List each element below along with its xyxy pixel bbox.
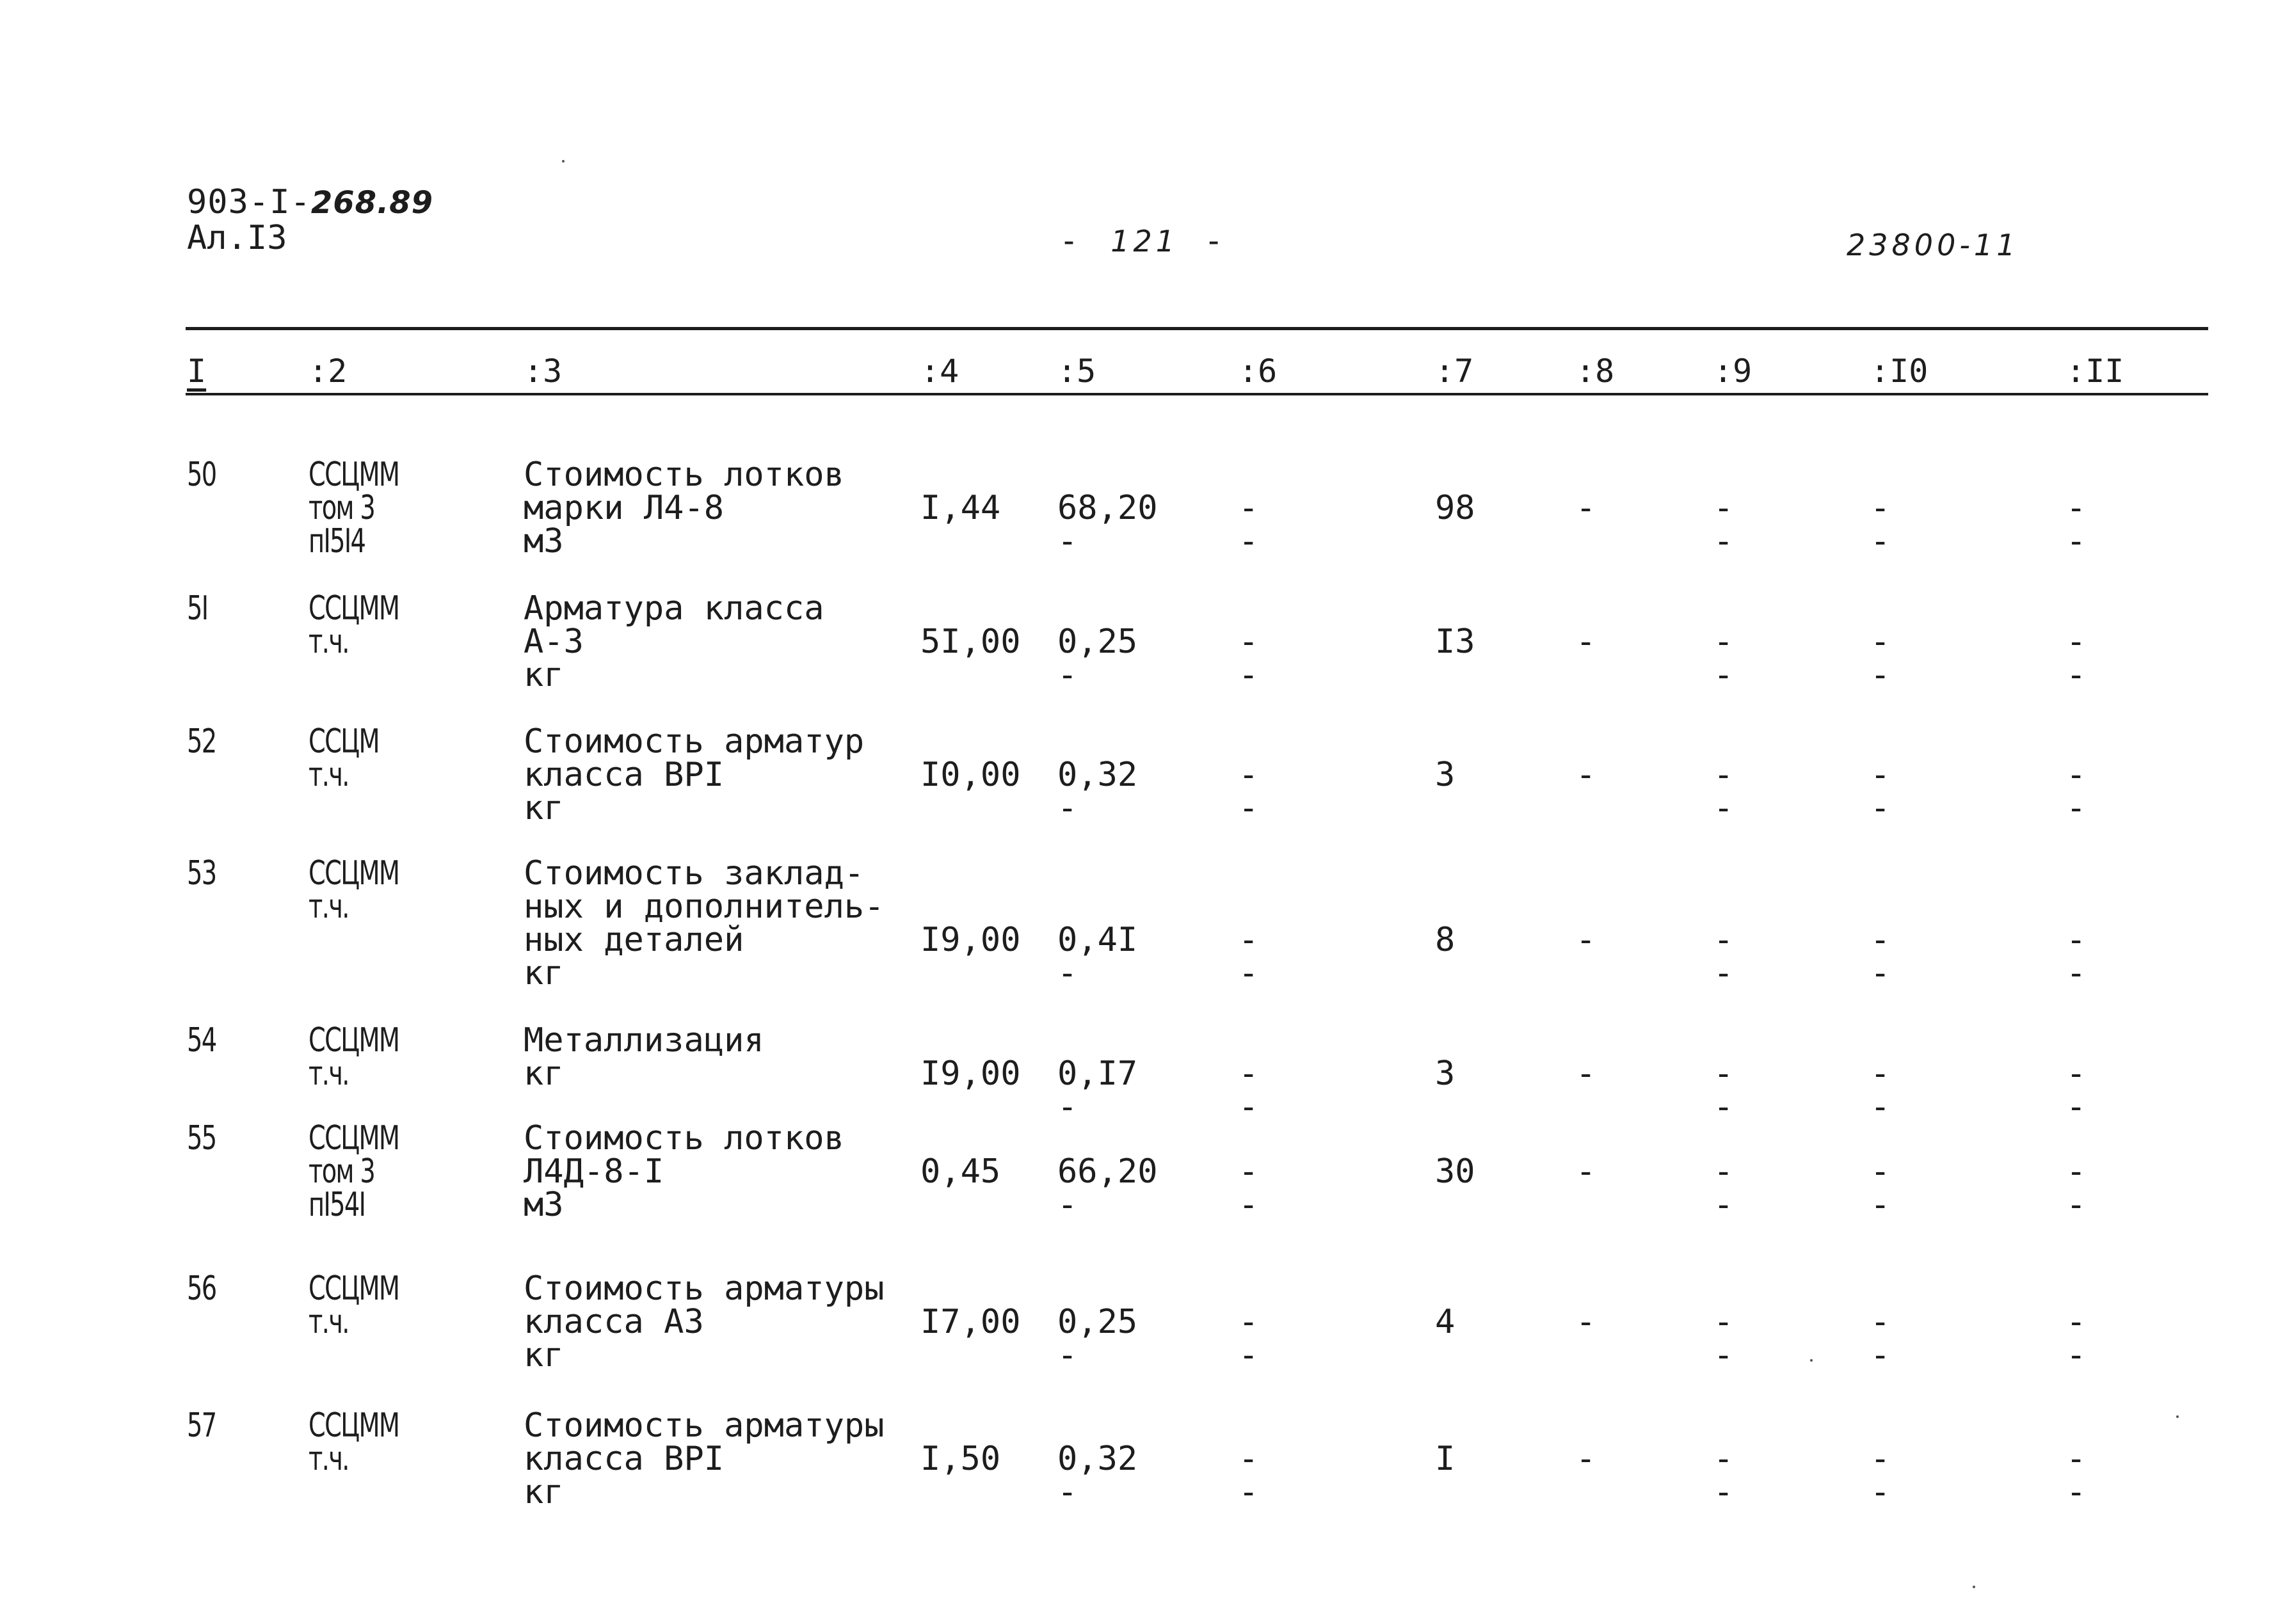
column-11-value xyxy=(2066,1152,2087,1224)
unit-price xyxy=(1057,1305,1137,1372)
column-10-value-line: - xyxy=(1870,1440,1891,1478)
unit-price xyxy=(1057,489,1158,561)
column-10-value-line: - xyxy=(1870,489,1891,527)
column-6-value xyxy=(1239,1057,1258,1124)
column-8-value: - xyxy=(1576,1303,1596,1341)
column-number: :7 xyxy=(1435,353,1474,390)
document-number: 23800-11 xyxy=(1847,228,2019,262)
column-11-value-line: - xyxy=(2066,1440,2087,1478)
column-8-value: - xyxy=(1576,921,1596,959)
column-number: :9 xyxy=(1713,353,1752,390)
column-11-value-line: - xyxy=(2066,1303,2087,1341)
column-6-value-line: - xyxy=(1239,954,1259,992)
row-number: 57 xyxy=(187,1406,216,1445)
column-7-value: I3 xyxy=(1435,623,1475,661)
column-9-value xyxy=(1713,489,1734,561)
column-9-value xyxy=(1713,1057,1733,1124)
column-10-value-line: - xyxy=(1870,1152,1891,1191)
column-6-value-line: - xyxy=(1239,1152,1259,1191)
item-name-line: кг xyxy=(524,954,564,992)
column-9-value-line: - xyxy=(1713,1440,1734,1478)
column-number: :II xyxy=(2066,353,2124,390)
row-number: 50 xyxy=(187,456,216,494)
quantity: I9,00 xyxy=(920,921,1021,959)
item-name-line: класса А3 xyxy=(524,1303,704,1341)
item-name xyxy=(524,722,865,827)
column-8-value: - xyxy=(1576,489,1596,527)
unit-price-line: - xyxy=(1057,1473,1078,1511)
column-6-value-line: - xyxy=(1239,756,1259,794)
column-6-value-line: - xyxy=(1239,921,1259,959)
item-name-line: марки Л4-8 xyxy=(524,489,725,527)
item-name-line: ных деталей xyxy=(524,921,744,959)
source-reference-line: т.ч. xyxy=(309,1055,349,1093)
column-6-value-line: - xyxy=(1239,1473,1259,1511)
unit-price xyxy=(1057,625,1137,692)
column-11-value-line: - xyxy=(2066,489,2087,527)
column-9-value-line: - xyxy=(1713,489,1734,527)
unit-price-line: - xyxy=(1057,1088,1078,1126)
document-code xyxy=(187,184,433,221)
source-reference-line: ССЦММ xyxy=(309,589,399,628)
row-number: 55 xyxy=(187,1119,216,1158)
column-11-value xyxy=(2066,923,2086,990)
column-9-value-line: - xyxy=(1713,756,1734,794)
column-10-value xyxy=(1870,625,1890,692)
item-name xyxy=(524,1021,764,1093)
quantity: I,44 xyxy=(920,489,1001,527)
column-6-value-line: - xyxy=(1239,1186,1259,1224)
column-11-value-line: - xyxy=(2066,1055,2087,1093)
unit-price-line: - xyxy=(1057,522,1078,561)
unit-price xyxy=(1057,923,1137,990)
column-6-value-line: - xyxy=(1239,489,1259,527)
column-11-value xyxy=(2066,1442,2086,1509)
column-6-value-line: - xyxy=(1239,1055,1259,1093)
source-reference-line: т.ч. xyxy=(309,1303,349,1341)
column-6-value-line: - xyxy=(1239,789,1259,827)
item-name-line: кг xyxy=(524,789,564,827)
header-top-rule xyxy=(186,327,2208,330)
unit-price-line: 68,20 xyxy=(1057,489,1158,527)
source-reference xyxy=(309,1272,399,1339)
column-10-value-line: - xyxy=(1870,1055,1891,1093)
item-name xyxy=(524,1406,885,1511)
column-9-value-line: - xyxy=(1713,954,1734,992)
item-name-line: Арматура класса xyxy=(524,589,824,628)
source-reference-line: пI54I xyxy=(309,1186,365,1224)
column-6-value xyxy=(1239,923,1258,990)
unit-price-line: 66,20 xyxy=(1057,1152,1158,1191)
column-9-value xyxy=(1713,923,1733,990)
column-9-value-line: - xyxy=(1713,1186,1734,1224)
row-number: 54 xyxy=(187,1021,216,1060)
column-6-value-line: - xyxy=(1239,656,1259,694)
column-number: :5 xyxy=(1057,353,1096,390)
column-6-value-line: - xyxy=(1239,623,1259,661)
column-8-value: - xyxy=(1576,1055,1596,1093)
column-10-value-line: - xyxy=(1870,522,1891,561)
column-10-value-line: - xyxy=(1870,921,1891,959)
source-reference xyxy=(309,456,399,561)
column-number: :4 xyxy=(920,353,959,390)
item-name-line: кг xyxy=(524,1336,564,1374)
column-9-value-line: - xyxy=(1713,921,1734,959)
column-10-value xyxy=(1870,1152,1891,1224)
unit-price-line: 0,4I xyxy=(1057,921,1138,959)
column-11-value-line: - xyxy=(2066,954,2087,992)
column-11-value-line: - xyxy=(2066,1088,2087,1126)
column-6-value xyxy=(1239,758,1258,825)
unit-price xyxy=(1057,1057,1137,1124)
column-9-value xyxy=(1713,1152,1734,1224)
source-reference-line: т.ч. xyxy=(309,888,349,926)
unit-price-line: - xyxy=(1057,954,1078,992)
unit-price-line: 0,25 xyxy=(1057,1303,1138,1341)
column-10-value xyxy=(1870,1057,1890,1124)
column-10-value-line: - xyxy=(1870,623,1891,661)
column-9-value-line: - xyxy=(1713,1055,1734,1093)
column-8-value: - xyxy=(1576,623,1596,661)
item-name xyxy=(524,1272,885,1372)
document-code-prefix: 903-I- xyxy=(187,183,311,221)
column-10-value-line: - xyxy=(1870,1303,1891,1341)
item-name-line: Стоимость арматуры xyxy=(524,1406,885,1445)
column-8-value: - xyxy=(1576,1152,1596,1191)
unit-price xyxy=(1057,1442,1137,1509)
item-name-line: Стоимость лотков xyxy=(524,1119,844,1158)
source-reference-line: ССЦММ xyxy=(309,1021,399,1060)
unit-price-line: - xyxy=(1057,1186,1078,1224)
item-name xyxy=(524,456,844,561)
source-reference-line: т.ч. xyxy=(309,1440,349,1478)
column-10-value-line: - xyxy=(1870,656,1891,694)
item-name-line: Стоимость арматур xyxy=(524,722,865,761)
column-6-value-line: - xyxy=(1239,1088,1259,1126)
source-reference-line: т.ч. xyxy=(309,623,349,661)
item-name xyxy=(524,589,824,694)
header-bottom-rule xyxy=(186,393,2208,395)
column-9-value xyxy=(1713,1442,1733,1509)
column-6-value-line: - xyxy=(1239,1303,1259,1341)
column-10-value-line: - xyxy=(1870,1473,1891,1511)
column-10-value xyxy=(1870,758,1890,825)
unit-price-line: - xyxy=(1057,789,1078,827)
column-11-value xyxy=(2066,1057,2086,1124)
column-8-value: - xyxy=(1576,756,1596,794)
column-number: :6 xyxy=(1239,353,1278,390)
item-name-line: кг xyxy=(524,1473,564,1511)
item-name xyxy=(524,1119,844,1224)
quantity: I,50 xyxy=(920,1440,1001,1478)
column-10-value-line: - xyxy=(1870,756,1891,794)
unit-price-line: 0,32 xyxy=(1057,756,1138,794)
row-number: 5I xyxy=(187,589,208,628)
column-7-value: 3 xyxy=(1435,1055,1455,1093)
unit-price-line: 0,I7 xyxy=(1057,1055,1138,1093)
item-name-line: ных и дополнитель- xyxy=(524,888,885,926)
source-reference-line: том 3 xyxy=(309,489,375,527)
column-9-value-line: - xyxy=(1713,1088,1734,1126)
column-9-value-line: - xyxy=(1713,656,1734,694)
column-11-value-line: - xyxy=(2066,522,2087,561)
column-9-value xyxy=(1713,758,1733,825)
column-6-value xyxy=(1239,1152,1259,1224)
scan-speck xyxy=(1810,1359,1813,1362)
unit-price xyxy=(1057,1152,1158,1224)
source-reference xyxy=(309,589,399,661)
source-reference-line: ССЦММ xyxy=(309,1406,399,1445)
column-9-value-line: - xyxy=(1713,1152,1734,1191)
column-number: I xyxy=(187,353,207,390)
column-11-value xyxy=(2066,489,2087,561)
column-7-value: 4 xyxy=(1435,1303,1455,1341)
document-code-handwritten: 268.89 xyxy=(310,185,434,221)
column-number: :8 xyxy=(1576,353,1615,390)
column-7-value: 30 xyxy=(1435,1152,1475,1191)
quantity: I7,00 xyxy=(920,1303,1021,1341)
source-reference-line: ССЦММ xyxy=(309,854,399,893)
column-6-value-line: - xyxy=(1239,1440,1259,1478)
unit-price-line: - xyxy=(1057,656,1078,694)
scan-speck xyxy=(562,160,565,163)
column-10-value xyxy=(1870,1442,1890,1509)
column-10-value-line: - xyxy=(1870,1088,1891,1126)
unit-price-line: - xyxy=(1057,1336,1078,1374)
unit-price-line: 0,25 xyxy=(1057,623,1138,661)
scan-speck xyxy=(2176,1415,2179,1418)
quantity: I0,00 xyxy=(920,756,1021,794)
column-number: :2 xyxy=(309,353,348,390)
column-7-value: 3 xyxy=(1435,756,1455,794)
column-11-value-line: - xyxy=(2066,623,2087,661)
column-11-value xyxy=(2066,1305,2086,1372)
column-6-value xyxy=(1239,489,1259,561)
column-number: :I0 xyxy=(1870,353,1928,390)
column-10-value-line: - xyxy=(1870,1186,1891,1224)
column-11-value-line: - xyxy=(2066,1152,2087,1191)
column-11-value-line: - xyxy=(2066,656,2087,694)
item-name-line: Стоимость лотков xyxy=(524,456,844,494)
column-10-value xyxy=(1870,923,1890,990)
item-name-line: Металлизация xyxy=(524,1021,764,1060)
column-6-value xyxy=(1239,625,1258,692)
column-9-value xyxy=(1713,625,1733,692)
sheet-label: Ал.I3 xyxy=(187,219,287,257)
column-number: :3 xyxy=(524,353,563,390)
column-9-value xyxy=(1713,1305,1733,1372)
item-name-line: м3 xyxy=(524,1186,564,1224)
column-9-value-line: - xyxy=(1713,522,1734,561)
column-11-value xyxy=(2066,625,2086,692)
column-10-value-line: - xyxy=(1870,789,1891,827)
column-11-value-line: - xyxy=(2066,921,2087,959)
source-reference-line: ССЦММ xyxy=(309,456,399,494)
item-name-line: Стоимость арматуры xyxy=(524,1270,885,1308)
column-7-value: 8 xyxy=(1435,921,1455,959)
item-name-line: Стоимость заклад- xyxy=(524,854,865,893)
source-reference xyxy=(309,1406,399,1478)
source-reference xyxy=(309,722,379,794)
source-reference-line: ССЦММ xyxy=(309,1270,399,1308)
source-reference-line: ССЦММ xyxy=(309,1119,399,1158)
row-number: 56 xyxy=(187,1270,216,1308)
page-number-block xyxy=(1059,223,1230,259)
unit-price-line: 0,32 xyxy=(1057,1440,1138,1478)
item-name xyxy=(524,854,885,992)
item-name-line: м3 xyxy=(524,522,564,561)
unit-price xyxy=(1057,758,1137,825)
column-10-value-line: - xyxy=(1870,954,1891,992)
column-7-value: I xyxy=(1435,1440,1455,1478)
item-name-line: класса ВРI xyxy=(524,756,725,794)
quantity: I9,00 xyxy=(920,1055,1021,1093)
source-reference xyxy=(309,1119,399,1224)
item-name-line: класса ВРI xyxy=(524,1440,725,1478)
column-11-value-line: - xyxy=(2066,789,2087,827)
column-9-value-line: - xyxy=(1713,1336,1734,1374)
column-9-value-line: - xyxy=(1713,1303,1734,1341)
scan-speck xyxy=(1973,1586,1975,1588)
column-10-value-line: - xyxy=(1870,1336,1891,1374)
column-9-value-line: - xyxy=(1713,1473,1734,1511)
source-reference-line: пI5I4 xyxy=(309,522,365,561)
item-name-line: кг xyxy=(524,1055,564,1093)
source-reference xyxy=(309,1021,399,1093)
source-reference-line: том 3 xyxy=(309,1152,375,1191)
column-6-value xyxy=(1239,1442,1258,1509)
column-11-value-line: - xyxy=(2066,1186,2087,1224)
row-number: 52 xyxy=(187,722,216,761)
column-6-value-line: - xyxy=(1239,522,1259,561)
page-dash-left: - xyxy=(1059,222,1086,259)
column-8-value: - xyxy=(1576,1440,1596,1478)
source-reference-line: т.ч. xyxy=(309,756,349,794)
column-7-value: 98 xyxy=(1435,489,1475,527)
column-10-value xyxy=(1870,489,1891,561)
item-name-line: кг xyxy=(524,656,564,694)
column-11-value-line: - xyxy=(2066,1473,2087,1511)
column-9-value-line: - xyxy=(1713,623,1734,661)
page-number: 121 xyxy=(1110,224,1179,259)
column-6-value xyxy=(1239,1305,1258,1372)
column-9-value-line: - xyxy=(1713,789,1734,827)
item-name-line: А-3 xyxy=(524,623,584,661)
quantity: 5I,00 xyxy=(920,623,1021,661)
column-6-value-line: - xyxy=(1239,1336,1259,1374)
column-10-value xyxy=(1870,1305,1890,1372)
quantity: 0,45 xyxy=(920,1152,1001,1191)
source-reference-line: ССЦМ xyxy=(309,722,379,761)
column-11-value-line: - xyxy=(2066,756,2087,794)
column-11-value xyxy=(2066,758,2086,825)
column-11-value-line: - xyxy=(2066,1336,2087,1374)
page-dash-right: - xyxy=(1204,222,1230,259)
source-reference xyxy=(309,854,399,926)
item-name-line: Л4Д-8-I xyxy=(524,1152,664,1191)
row-number: 53 xyxy=(187,854,216,893)
